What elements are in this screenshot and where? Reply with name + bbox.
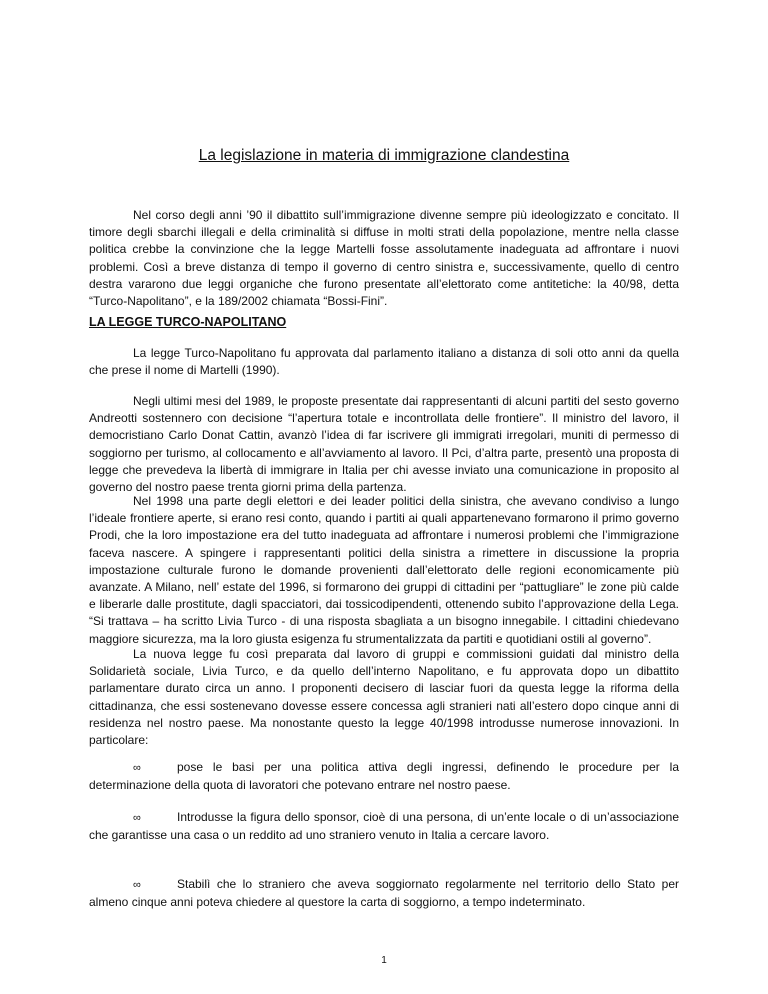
paragraph-4: La nuova legge fu così preparata dal lavoro di gruppi e commissioni guidati dal ministro della Solidarietà sociale, Livia Turco, e da quello dell’interno Napolitano, e fu approvata dopo un dibattito parlamentare durato circa un anno. I proponenti decisero di lasciar fuori da questa legge la riforma della cittadinanza, che essi sostenevano dovesse essere concessa agli stranieri nati all’estero dopo cinque anni di residenza nel nostro paese. Ma nonostante questo la legge 40/1998 introdusse numerose innovazioni. In particolare: [89, 647, 679, 748]
bullet-item-3 [89, 876, 679, 911]
document-title: La legislazione in materia di immigrazione clandestina [198, 147, 570, 164]
paragraph-2: Negli ultimi mesi del 1989, le proposte presentate dai rappresentanti di alcuni partiti del sesto governo Andreotti sostennero con decisione “l’apertura totale e incontrollata delle frontiere”. Il ministro del lavoro, il democristiano Carlo Donat Cattin, avanzò l’idea di far iscrivere gli immigrati irregolari, muniti di permesso di soggiorno per turismo, al collocamento e all’avviamento al lavoro. Il Pci, d’altra parte, presentò una proposta di legge che prevedeva la libertà di immigrare in Italia per chi avesse inviato una comunicazione in proposito al governo del nostro paese trenta giorni prima della partenza. [89, 394, 679, 495]
bullet-text-3: Stabilì che lo straniero che aveva soggiornato regolarmente nel territorio dello Stato per almeno cinque anni poteva chiedere al questore la carta di soggiorno, a tempo indeterminato. [89, 877, 679, 910]
infinity-bullet-icon: ∞ [133, 879, 141, 891]
intro-paragraph: Nel corso degli anni ’90 il dibattito sull’immigrazione divenne sempre più ideologizzato e concitato. Il timore degli sbarchi illegali e della criminalità si diffuse in molti strati della popolazione, mentre nella classe politica crebbe la convinzione che la legge Martelli fosse assolutamente inadeguata ad affrontare i nuovi problemi. Così a breve distanza di tempo il governo di centro sinistra e, successivamente, quello di centro destra vararono due leggi organiche che furono presentate all’elettorato come antitetiche: la 40/98, detta “Turco-Napolitano”, e la 189/2002 chiamata “Bossi-Fini”. [89, 208, 679, 309]
paragraph-1: La legge Turco-Napolitano fu approvata dal parlamento italiano a distanza di soli otto anni da quella che prese il nome di Martelli (1990). [89, 346, 679, 378]
section-heading: LA LEGGE TURCO-NAPOLITANO [89, 315, 287, 329]
bullet-item-2 [89, 809, 679, 844]
bullet-text-2: Introdusse la figura dello sponsor, cioè di una persona, di un’ente locale o di un’associazione che garantisse una casa o un reddito ad uno straniero venuto in Italia a cercare lavoro. [89, 810, 679, 843]
bullet-item-1 [89, 759, 679, 794]
page-number: 1 [381, 955, 387, 966]
infinity-bullet-icon: ∞ [133, 812, 141, 824]
bullet-text-1: pose le basi per una politica attiva degli ingressi, definendo le procedure per la determinazione della quota di lavoratori che potevano entrare nel nostro paese. [89, 760, 679, 793]
infinity-bullet-icon: ∞ [133, 762, 141, 774]
paragraph-3: Nel 1998 una parte degli elettori e dei leader politici della sinistra, che avevano condiviso a lungo l’ideale frontiere aperte, si erano resi conto, quando i partiti ai quali appartenevano formarono il primo governo Prodi, che la loro impostazione era del tutto inadeguata ad affrontare i numerosi problemi che l’immigrazione faceva nascere. A spingere i rappresentanti politici della sinistra a rimettere in discussione la propria impostazione culturale furono le domande provenienti dall’elettorato delle regioni economicamente più avanzate. A Milano, nell’ estate del 1996, si formarono dei gruppi di cittadini per “pattugliare” le zone più calde e liberarle dalle prostitute, dagli spacciatori, dai tossicodipendenti, ottenendo subito l’approvazione della Lega. “Si trattava – ha scritto Livia Turco - di una risposta sbagliata a un bisogno innegabile. I cittadini chiedevano maggiore sicurezza, ma la loro giusta esigenza fu strumentalizzata da partiti e quotidiani ostili al governo”. [89, 494, 679, 646]
